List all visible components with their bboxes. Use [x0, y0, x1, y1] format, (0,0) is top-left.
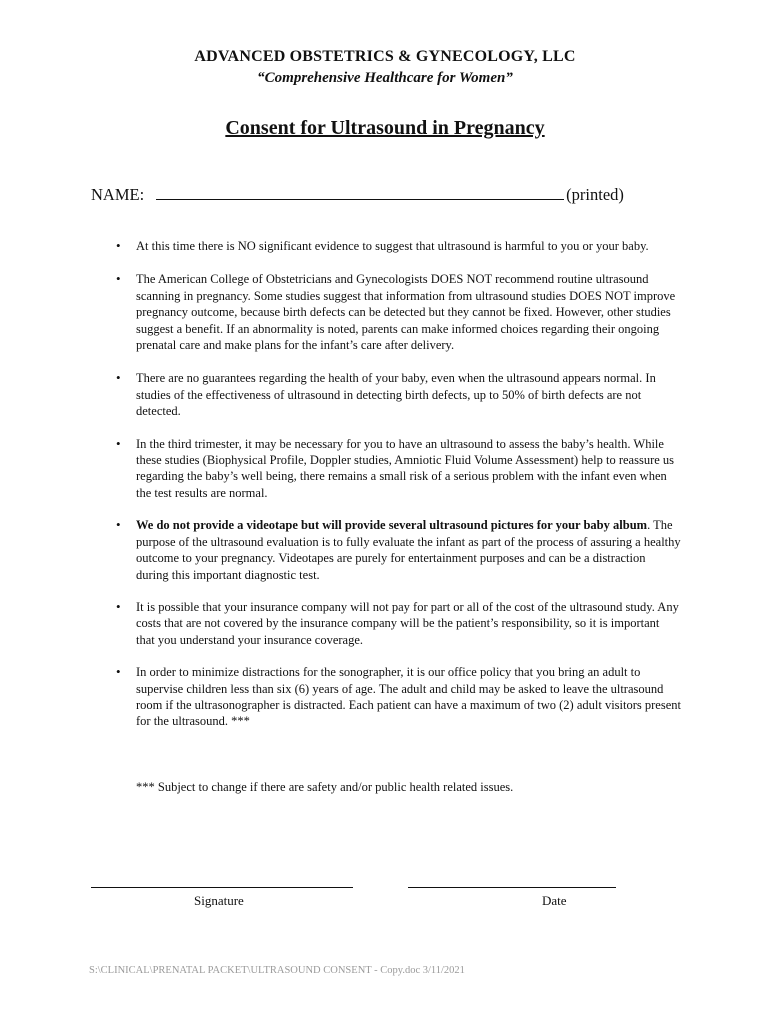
name-input-line[interactable]	[156, 185, 564, 200]
file-path-footer: S:\CLINICAL\PRENATAL PACKET\ULTRASOUND CONSENT - Copy.doc 3/11/2021	[89, 965, 465, 976]
date-label: Date	[542, 893, 567, 908]
subject-to-change-note: *** Subject to change if there are safety and/or public health related issues.	[136, 780, 514, 794]
bullet-item	[136, 436, 681, 502]
bullet-text: The American College of Obstetricians and Gynecologists DOES NOT recommend routine ultrasound scanning in pregnancy. Some studies suggest that information from ultrasound studies DOES NOT improve pregnancy outcome, because birth defects can be detected but they cannot be fixed. However, other studies suggest a benefit. If an abnormality is noted, parents can make informed choices regarding their ongoing prenatal care and make plans for the infant’s care after delivery.	[136, 272, 676, 353]
name-printed-hint: (printed)	[566, 185, 624, 204]
bullet-text: At this time there is NO significant evidence to suggest that ultrasound is harmful to you or your baby.	[136, 239, 649, 253]
bullet-item	[136, 370, 681, 419]
bullet-bold-text: We do not provide a videotape but will provide several ultrasound pictures for your baby album	[136, 518, 648, 533]
bullet-text: In the third trimester, it may be necessary for you to have an ultrasound to assess the baby’s health. While these studies (Biophysical Profile, Doppler studies, Amniotic Fluid Volume Assessment) help to reassure us regarding the baby’s well being, there remains a small risk of a serious problem with the infant even when the test results are normal.	[136, 436, 675, 500]
document-title: Consent for Ultrasound in Pregnancy	[225, 117, 545, 139]
bullet-text: . The purpose of the ultrasound evaluation is to fully evaluate the infant as part of the process of assuring a healthy outcome to your pregnancy. Videotapes are purely for entertainment purposes and can be a distraction during this important diagnostic test.	[136, 518, 681, 582]
bullet-item	[136, 271, 681, 353]
organization-tagline: “Comprehensive Healthcare for Women”	[257, 70, 513, 86]
organization-name: ADVANCED OBSTETRICS & GYNECOLOGY, LLC	[194, 48, 576, 65]
bullet-text: It is possible that your insurance company will not pay for part or all of the cost of the ultrasound study. Any costs that are not covered by the insurance company will be the patient’s responsibility, so it is important that you understand your insurance coverage.	[136, 599, 679, 647]
signature-line[interactable]	[91, 887, 353, 888]
bullet-item	[136, 238, 681, 254]
signature-label: Signature	[194, 893, 244, 908]
bullet-item	[136, 599, 681, 648]
name-label: NAME:	[91, 185, 145, 204]
bullet-text: There are no guarantees regarding the health of your baby, even when the ultrasound appears normal. In studies of the effectiveness of ultrasound in detecting birth defects, up to 50% of birth defects are not detected.	[136, 371, 656, 419]
date-line[interactable]	[408, 887, 616, 888]
consent-bullet-list	[136, 238, 681, 730]
bullet-item	[136, 517, 681, 583]
bullet-item	[136, 664, 681, 730]
bullet-text: In order to minimize distractions for the sonographer, it is our office policy that you bring an adult to supervise children less than six (6) years of age. The adult and child may be asked to leave the ultrasound room if the ultrasonographer is distracted. Each patient can have a maximum of two (2) adult visitors present for the ultrasound. ***	[136, 665, 681, 729]
name-field-row	[91, 185, 624, 205]
